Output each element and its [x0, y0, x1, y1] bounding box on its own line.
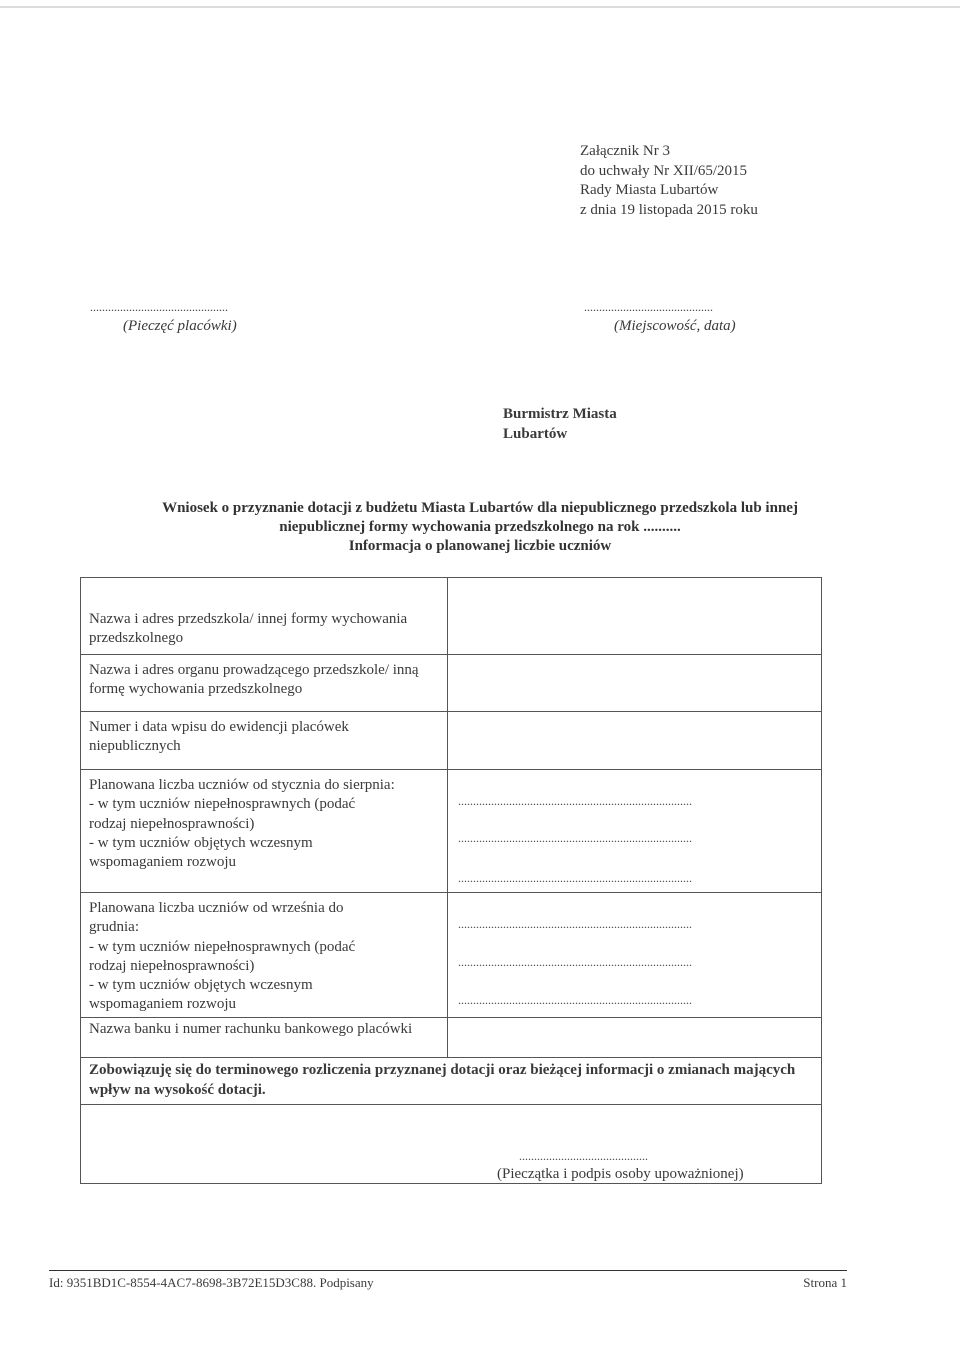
scan-edge-line: [0, 6, 960, 8]
application-form-table: [80, 577, 822, 1184]
operator-field[interactable]: [448, 655, 822, 712]
jan-aug-early-support-dots: ..............................................................................: [458, 831, 692, 845]
footer-document-id: Id: 9351BD1C-8554-4AC7-8698-3B72E15D3C88. Podpisany: [49, 1275, 374, 1290]
sep-dec-early-support-dots: ..............................................................................: [458, 993, 692, 1007]
annex-line-2: do uchwały Nr XII/65/2015: [580, 162, 748, 179]
form-row-operator: [81, 655, 822, 712]
stamp-caption: (Pieczęć placówki): [123, 318, 237, 334]
request-subtitle: Informacja o planowanej liczbie uczniów: [348, 538, 612, 554]
addressee-line-2: Lubartów: [503, 426, 568, 442]
institution-label: Nazwa i adres przedszkola/ innej formy wychowania przedszkolnego: [81, 578, 448, 655]
jan-aug-disabled-dots: ..............................................................................: [458, 794, 692, 808]
request-title-line-1: Wniosek o przyznanie dotacji z budżetu Miasta Lubartów dla niepublicznego przedszkola lub innej: [162, 500, 798, 516]
request-title-line-2: niepublicznej formy wychowania przedszkolnego na rok ..........: [279, 519, 681, 535]
signature-caption: (Pieczątka i podpis osoby upoważnionej): [497, 1165, 744, 1182]
registry-label: Numer i data wpisu do ewidencji placówek niepublicznych: [81, 712, 448, 770]
commitment-statement: Zobowiązuję się do terminowego rozliczenia przyznanej dotacji oraz bieżącej informacji o zmianach mających wpływ na wysokość dotacji.: [81, 1057, 822, 1104]
annex-header: [580, 142, 758, 220]
institution-field[interactable]: [448, 578, 822, 655]
place-date-caption: (Miejscowość, data): [614, 318, 736, 334]
sep-dec-field[interactable]: [448, 893, 822, 1018]
form-row-jan-aug: [81, 770, 822, 893]
annex-line-1: Załącznik Nr 3: [580, 143, 670, 159]
jan-aug-label: Planowana liczba uczniów od stycznia do sierpnia: - w tym uczniów niepełnosprawnych (podać rodzaj niepełnosprawności) - w tym uczniów objętych wczesnym wspomaganiem rozwoju: [81, 770, 448, 893]
bank-label: Nazwa banku i numer rachunku bankowego placówki: [81, 1017, 448, 1057]
footer-rule: [49, 1270, 847, 1271]
bank-field[interactable]: [448, 1017, 822, 1057]
form-row-sep-dec: [81, 893, 822, 1018]
operator-label: Nazwa i adres organu prowadzącego przedszkole/ inną formę wychowania przedszkolnego: [81, 655, 448, 712]
annex-line-4: z dnia 19 listopada 2015 roku: [580, 201, 758, 218]
sep-dec-disabled-dots: ..............................................................................: [458, 955, 692, 969]
form-row-commitment: [81, 1057, 822, 1104]
registry-field[interactable]: [448, 712, 822, 770]
addressee: [503, 404, 617, 444]
addressee-line-1: Burmistrz Miasta: [503, 406, 617, 422]
form-row-signature: [81, 1104, 822, 1183]
form-row-bank: [81, 1017, 822, 1057]
jan-aug-field[interactable]: [448, 770, 822, 893]
place-date-dotted-line: ...........................................: [584, 300, 713, 314]
footer-page-number: Strona 1: [803, 1275, 847, 1290]
jan-aug-extra-dots: ..............................................................................: [458, 871, 692, 885]
form-row-institution: [81, 578, 822, 655]
annex-line-3: Rady Miasta Lubartów: [580, 182, 719, 198]
sep-dec-label: Planowana liczba uczniów od września do grudnia: - w tym uczniów niepełnosprawnych (podać rodzaj niepełnosprawności) - w tym uczniów objętych wczesnym wspomaganiem rozwoju: [81, 893, 448, 1018]
form-row-registry: [81, 712, 822, 770]
stamp-dotted-line: ..............................................: [90, 300, 228, 314]
signature-area[interactable]: [81, 1104, 822, 1183]
sep-dec-total-dots: ..............................................................................: [458, 917, 692, 931]
signature-dotted-line: ...........................................: [519, 1148, 648, 1163]
